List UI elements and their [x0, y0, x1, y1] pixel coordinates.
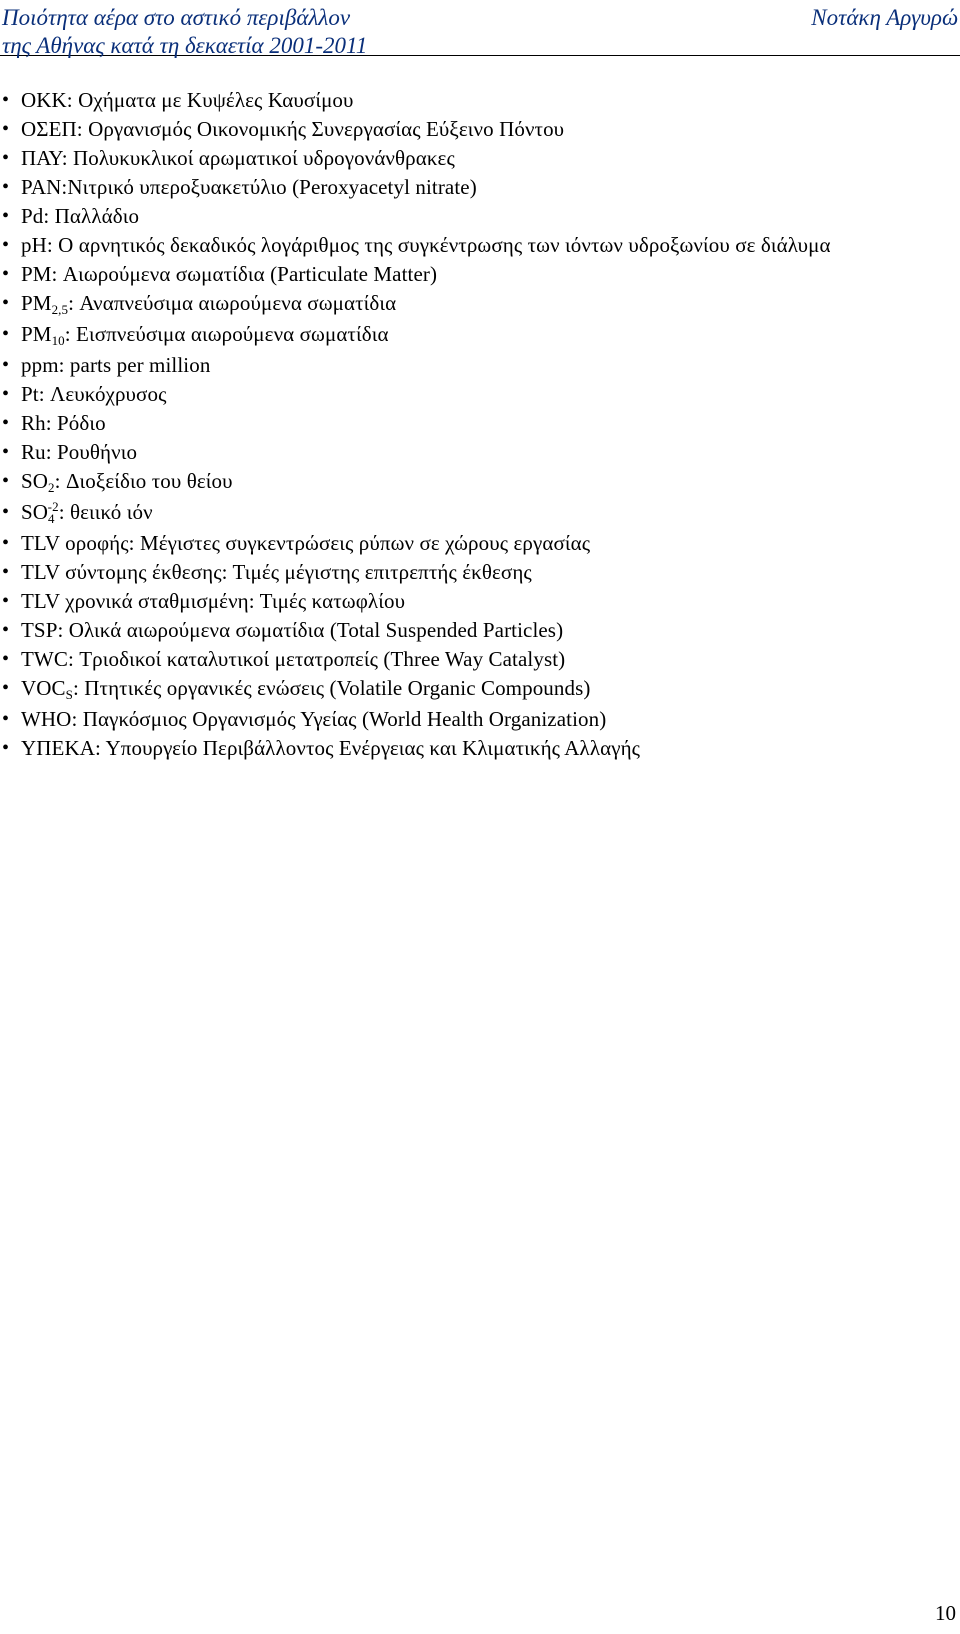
pm10-subscript: 10 — [51, 333, 65, 348]
vocs-subscript: S — [65, 687, 73, 702]
list-item: • Pd: Παλλάδιο — [0, 202, 945, 231]
pm25-subscript: 2,5 — [51, 302, 69, 317]
page-number: 10 — [935, 1601, 956, 1625]
list-item: • ΠΑΥ: Πολυκυκλικοί αρωματικοί υδρογονάνθρακες — [0, 144, 945, 173]
list-item-pm10 — [0, 320, 945, 351]
list-item: • TLV σύντομης έκθεσης: Τιμές μέγιστης επιτρεπτής έκθεσης — [0, 558, 945, 587]
list-item: • PM: Αιωρούμενα σωματίδια (Particulate Matter) — [0, 260, 945, 289]
so4-text: : θειικό ιόν — [58, 500, 153, 524]
author-name: Νοτάκη Αργυρώ — [811, 5, 958, 30]
list-item: • Ru: Ρουθήνιο — [0, 438, 945, 467]
list-item: • pH: Ο αρνητικός δεκαδικός λογάριθμος της συγκέντρωσης των ιόντων υδροξωνίου σε διάλυμα — [0, 231, 945, 260]
vocs-text: : Πτητικές οργανικές ενώσεις (Volatile Organic Compounds) — [72, 676, 591, 700]
pm25-text: : Αναπνεύσιμα αιωρούμενα σωματίδια — [68, 291, 397, 315]
list-item: • ΟΣΕΠ: Οργανισμός Οικονομικής Συνεργασίας Εύξεινο Πόντου — [0, 115, 945, 144]
list-item: • Pt: Λευκόχρυσος — [0, 380, 945, 409]
so2-text: : Διοξείδιο του θείου — [54, 469, 233, 493]
page-header — [0, 4, 960, 56]
so4-base: SO — [21, 500, 49, 524]
vocs-base: VOC — [21, 676, 66, 700]
list-item: • PAN:Νιτρικό υπεροξυακετύλιο (Peroxyacetyl nitrate) — [0, 173, 945, 202]
title-line-1: Ποιότητα αέρα στο αστικό περιβάλλον — [2, 5, 351, 30]
list-item: • Rh: Ρόδιο — [0, 409, 945, 438]
so2-base: SO — [21, 469, 49, 493]
list-item-vocs — [0, 674, 945, 705]
abbreviation-list — [0, 86, 945, 763]
list-item-pm25 — [0, 289, 945, 320]
list-item-so2 — [0, 467, 945, 498]
list-item: • WHO: Παγκόσμιος Οργανισμός Υγείας (World Health Organization) — [0, 705, 945, 734]
so4-superscript: -2 — [47, 499, 59, 514]
list-item: • ΟΚΚ: Οχήματα με Κυψέλες Καυσίμου — [0, 86, 945, 115]
pm25-base: PM — [21, 291, 52, 315]
list-item: • TLV χρονικά σταθμισμένη: Τιμές κατωφλίου — [0, 587, 945, 616]
so4-subscript: 4 — [48, 511, 55, 526]
list-item: • ppm: parts per million — [0, 351, 945, 380]
document-title — [2, 4, 367, 60]
so2-subscript: 2 — [48, 480, 55, 495]
title-line-2: της Αθήνας κατά τη δεκαετία 2001-2011 — [2, 33, 368, 58]
pm10-base: PM — [21, 322, 52, 346]
list-item: • TWC: Τριοδικοί καταλυτικοί μετατροπείς (Three Way Catalyst) — [0, 645, 945, 674]
list-item: • ΥΠΕΚΑ: Υπουργείο Περιβάλλοντος Ενέργειας και Κλιματικής Αλλαγής — [0, 734, 945, 763]
list-item: • TLV οροφής: Μέγιστες συγκεντρώσεις ρύπων σε χώρους εργασίας — [0, 529, 945, 558]
list-item-so4 — [0, 498, 945, 529]
list-item: • TSP: Ολικά αιωρούμενα σωματίδια (Total Suspended Particles) — [0, 616, 945, 645]
pm10-text: : Εισπνεύσιμα αιωρούμενα σωματίδια — [64, 322, 389, 346]
